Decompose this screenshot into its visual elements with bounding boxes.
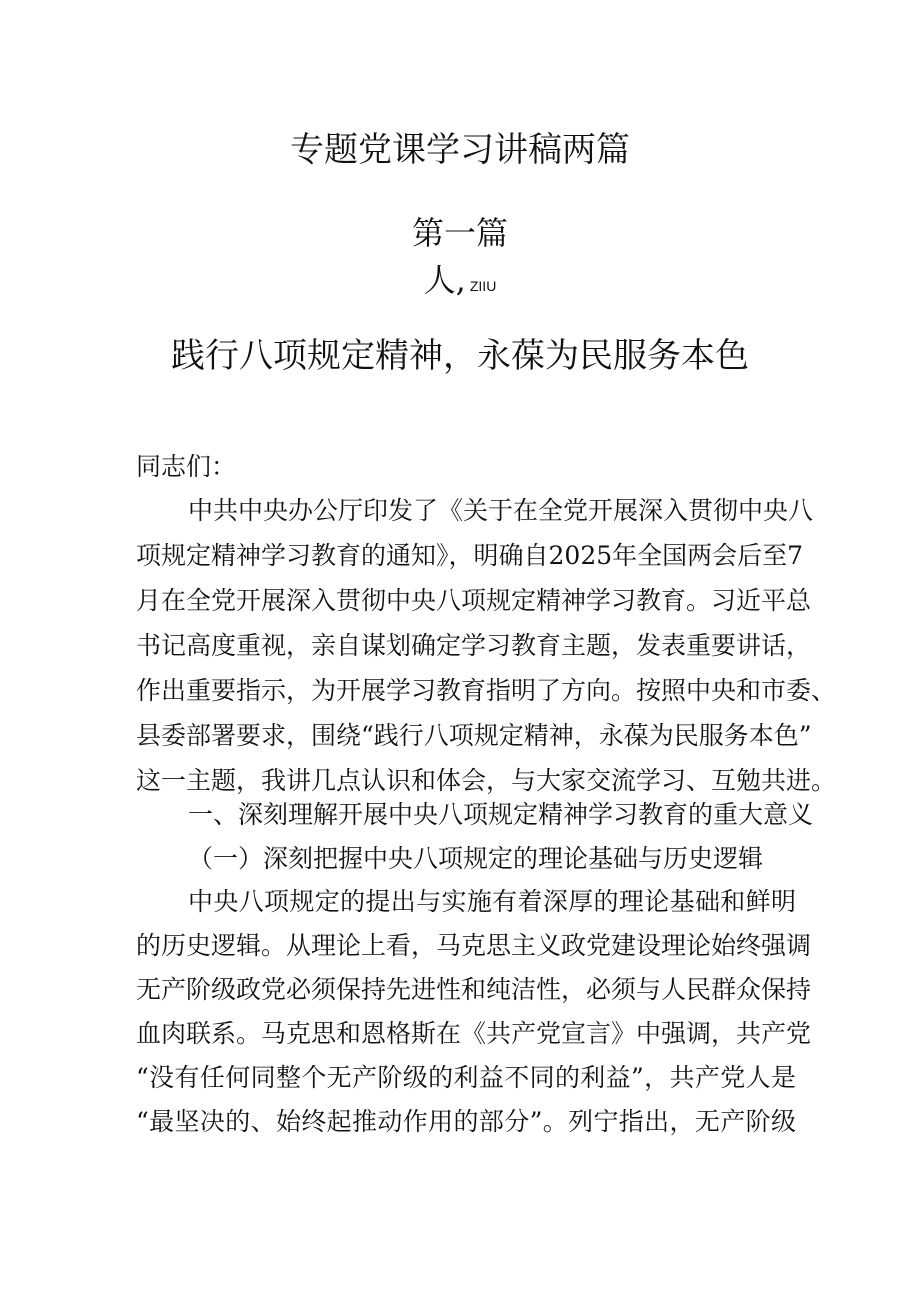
part-label: 第一篇 <box>411 214 508 252</box>
body-line: 这一主题，我讲几点认识和体会，与大家交流学习、互勉共进。 <box>136 766 837 795</box>
scan-artifact-main: 人, <box>423 261 466 299</box>
body-line: 中央八项规定的提出与实施有着深厚的理论基础和鲜明 <box>188 887 796 916</box>
scan-artifact-small: ZIIU <box>469 278 497 294</box>
body-line: 的历史逻辑。从理论上看，马克思主义政党建设理论始终强调 <box>136 931 812 960</box>
subsection-heading: （一）深刻把握中央八项规定的理论基础与历史逻辑 <box>188 844 764 873</box>
body-line: 作出重要指示，为开展学习教育指明了方向。按照中央和市委、 <box>136 676 837 705</box>
section-heading: 一、深刻理解开展中央八项规定精神学习教育的重大意义 <box>188 800 814 829</box>
body-line: “最坚决的、始终起推动作用的部分”。列宁指出，无产阶级 <box>136 1107 796 1136</box>
salutation: 同志们： <box>136 452 237 481</box>
document-title: 专题党课学习讲稿两篇 <box>290 130 630 170</box>
scan-artifact-text <box>0 258 920 308</box>
body-line: “没有任何同整个无产阶级的利益不同的利益”，共产党人是 <box>136 1063 796 1092</box>
speech-title: 践行八项规定精神，永葆为民服务本色 <box>171 336 749 376</box>
body-line: 项规定精神学习教育的通知》，明确自2025年全国两会后至7 <box>136 541 804 570</box>
body-line: 血肉联系。马克思和恩格斯在《共产党宣言》中强调，共产党 <box>136 1019 812 1048</box>
body-line: 月在全党开展深入贯彻中央八项规定精神学习教育。习近平总 <box>136 586 812 615</box>
body-line: 无产阶级政党必须保持先进性和纯洁性，必须与人民群众保持 <box>136 975 812 1004</box>
body-line: 县委部署要求，围绕“践行八项规定精神，永葆为民服务本色” <box>136 721 812 750</box>
body-line: 书记高度重视，亲自谋划确定学习教育主题，发表重要讲话， <box>136 631 812 660</box>
body-line: 中共中央办公厅印发了《关于在全党开展深入贯彻中央八 <box>188 496 814 525</box>
